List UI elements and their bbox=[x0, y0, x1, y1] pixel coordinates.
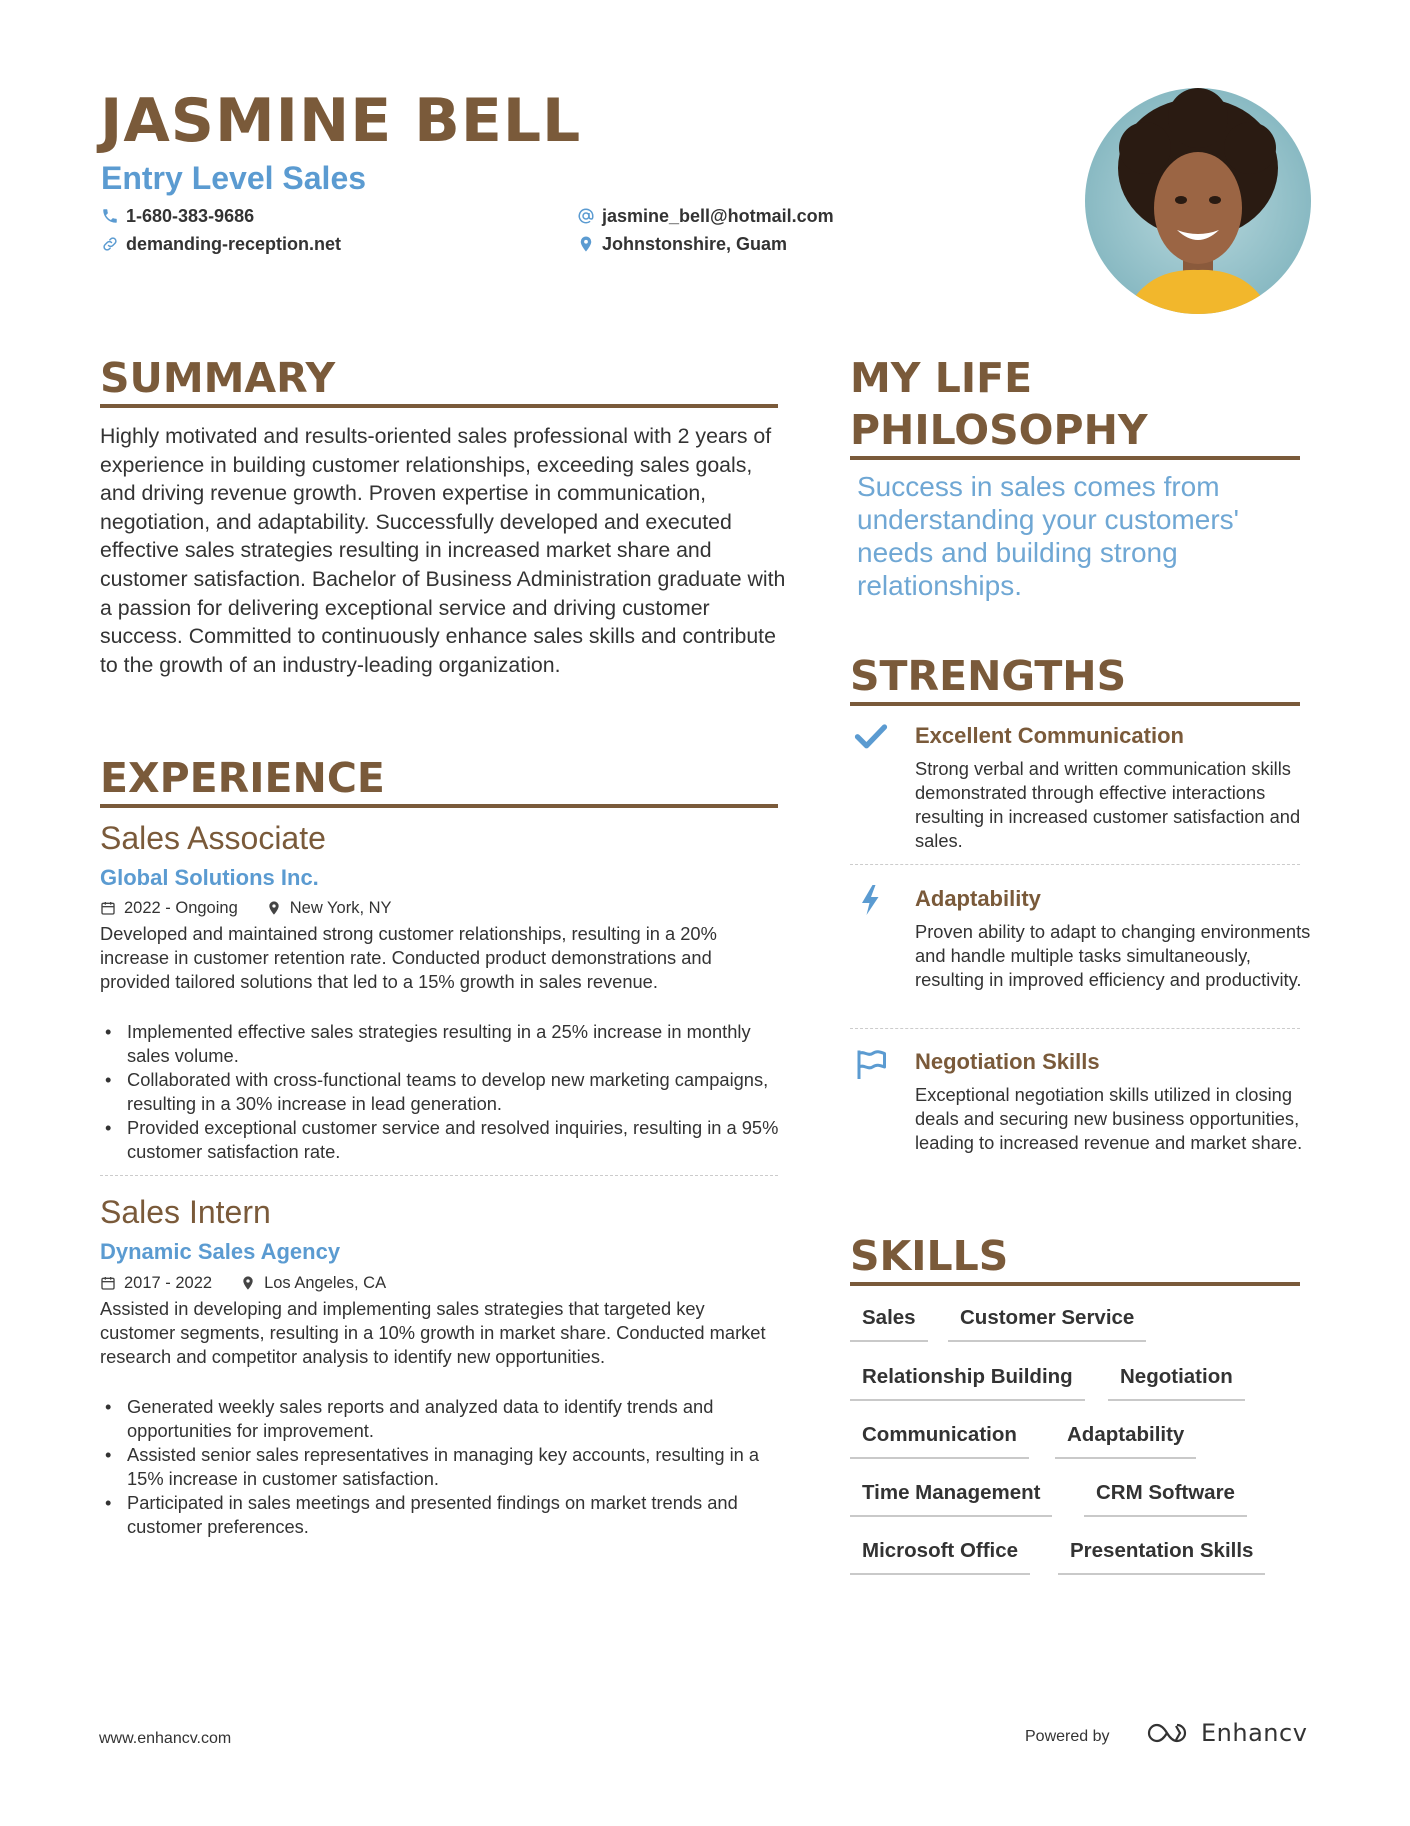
job-location: New York, NY bbox=[289, 899, 392, 917]
strength-description: Strong verbal and written communication skills demonstrated through effective interactions resulting in increased customer satisfaction and sales. bbox=[915, 758, 1301, 851]
experience-heading: EXPERIENCE bbox=[100, 752, 778, 808]
contact-location bbox=[577, 232, 787, 256]
at-icon bbox=[577, 207, 595, 225]
job-company: Dynamic Sales Agency bbox=[100, 1239, 341, 1264]
lightning-bolt-icon bbox=[853, 882, 889, 918]
location-pin-icon bbox=[577, 235, 595, 253]
job-description: Developed and maintained strong customer relationships, resulting in a 20% increase in customer retention rate. Conducted product demonstrations and provided tailored solutions that led to a 15% growth in sales revenue. bbox=[100, 923, 717, 992]
job-description: Assisted in developing and implementing sales strategies that targeted key customer segments, resulting in a 10% growth in market share. Conducted market research and competitor analysis to identify new opportunities. bbox=[100, 1298, 766, 1367]
enhancv-logo[interactable] bbox=[1145, 1718, 1307, 1748]
location-pin-icon bbox=[266, 900, 282, 916]
strength-title: Excellent Communication bbox=[915, 723, 1184, 748]
calendar-icon bbox=[100, 900, 116, 916]
job-bullet: • Generated weekly sales reports and analyzed data to identify trends and opportunities for improvement. bbox=[100, 1395, 780, 1443]
skill-tag: Sales bbox=[850, 1304, 928, 1342]
philosophy-heading bbox=[850, 352, 1300, 460]
strengths-heading: STRENGTHS bbox=[850, 650, 1300, 706]
strength-title: Negotiation Skills bbox=[915, 1049, 1100, 1074]
strength-title: Adaptability bbox=[915, 886, 1041, 911]
footer-website[interactable]: www.enhancv.com bbox=[99, 1730, 232, 1747]
avatar-illustration bbox=[1085, 88, 1311, 314]
contact-email[interactable] bbox=[577, 204, 834, 228]
candidate-role: Entry Level Sales bbox=[101, 160, 367, 196]
job-meta bbox=[100, 1272, 386, 1294]
summary-heading: SUMMARY bbox=[100, 352, 778, 408]
footer-powered-by: Powered by bbox=[1025, 1728, 1110, 1745]
location-pin-icon bbox=[240, 1275, 256, 1291]
divider bbox=[850, 864, 1300, 865]
contact-phone-text: 1-680-383-9686 bbox=[126, 206, 255, 226]
job-bullet: • Provided exceptional customer service and resolved inquiries, resulting in a 95% customer satisfaction rate. bbox=[100, 1116, 780, 1164]
philosophy-heading-line2: PHILOSOPHY bbox=[850, 406, 1148, 454]
skill-tag: Microsoft Office bbox=[850, 1537, 1030, 1575]
skill-tag: Negotiation bbox=[1108, 1363, 1245, 1401]
phone-icon bbox=[101, 207, 119, 225]
divider bbox=[100, 1175, 778, 1176]
contact-website-text: demanding-reception.net bbox=[126, 234, 342, 254]
checkmark-icon bbox=[853, 718, 889, 754]
contact-email-text: jasmine_bell@hotmail.com bbox=[602, 206, 834, 226]
strength-description: Exceptional negotiation skills utilized in closing deals and securing new business opportunities, leading to increased revenue and market share. bbox=[915, 1084, 1303, 1153]
strength-description: Proven ability to adapt to changing environments and handle multiple tasks simultaneously, resulting in improved efficiency and productivity. bbox=[915, 921, 1311, 990]
skill-tag: Customer Service bbox=[948, 1304, 1146, 1342]
link-icon bbox=[101, 235, 119, 253]
enhancv-logo-icon bbox=[1145, 1720, 1191, 1746]
philosophy-heading-line1: MY LIFE bbox=[850, 354, 1033, 402]
job-dates: 2022 - Ongoing bbox=[124, 899, 238, 917]
job-bullets bbox=[100, 1395, 780, 1539]
calendar-icon bbox=[100, 1275, 116, 1291]
job-title: Sales Associate bbox=[100, 820, 326, 856]
job-meta bbox=[100, 897, 392, 919]
job-bullet: • Collaborated with cross-functional teams to develop new marketing campaigns, resulting in a 30% increase in lead generation. bbox=[100, 1068, 780, 1116]
candidate-name: JASMINE BELL bbox=[100, 86, 582, 156]
contact-website[interactable] bbox=[101, 232, 341, 256]
contact-phone bbox=[101, 204, 254, 228]
job-bullet: • Assisted senior sales representatives in managing key accounts, resulting in a 15% increase in customer satisfaction. bbox=[100, 1443, 780, 1491]
job-dates: 2017 - 2022 bbox=[124, 1274, 213, 1292]
job-bullets bbox=[100, 1020, 780, 1164]
contact-location-text: Johnstonshire, Guam bbox=[602, 234, 788, 254]
job-location: Los Angeles, CA bbox=[264, 1274, 387, 1292]
job-company: Global Solutions Inc. bbox=[100, 865, 319, 890]
summary-text: Highly motivated and results-oriented sales professional with 2 years of experience in building customer relationships, exceeding sales goals, and driving revenue growth. Proven expertise in communication, negotiation, and adaptability. Successfully developed and executed effective sales strategies resulting in increased market share and customer satisfaction. Bachelor of Business Administration graduate with a passion for delivering exceptional service and driving customer success. Committed to continuously enhance sales skills and contribute to the growth of an industry-leading organization. bbox=[100, 424, 786, 677]
skill-tag: Presentation Skills bbox=[1058, 1537, 1265, 1575]
skill-tag: Communication bbox=[850, 1421, 1029, 1459]
enhancv-logo-text: Enhancv bbox=[1201, 1719, 1308, 1747]
job-bullet: • Implemented effective sales strategies resulting in a 25% increase in monthly sales volume. bbox=[100, 1020, 780, 1068]
skill-tag: Relationship Building bbox=[850, 1363, 1085, 1401]
skill-tag: CRM Software bbox=[1084, 1479, 1247, 1517]
job-bullet: • Participated in sales meetings and presented findings on market trends and customer preferences. bbox=[100, 1491, 780, 1539]
flag-icon bbox=[853, 1046, 889, 1082]
profile-photo bbox=[1085, 88, 1311, 314]
job-title: Sales Intern bbox=[100, 1194, 271, 1230]
skills-heading: SKILLS bbox=[850, 1230, 1300, 1286]
philosophy-text: Success in sales comes from understanding your customers' needs and building strong relationships. bbox=[857, 471, 1239, 601]
skill-tag: Time Management bbox=[850, 1479, 1052, 1517]
divider bbox=[850, 1028, 1300, 1029]
skill-tag: Adaptability bbox=[1055, 1421, 1196, 1459]
